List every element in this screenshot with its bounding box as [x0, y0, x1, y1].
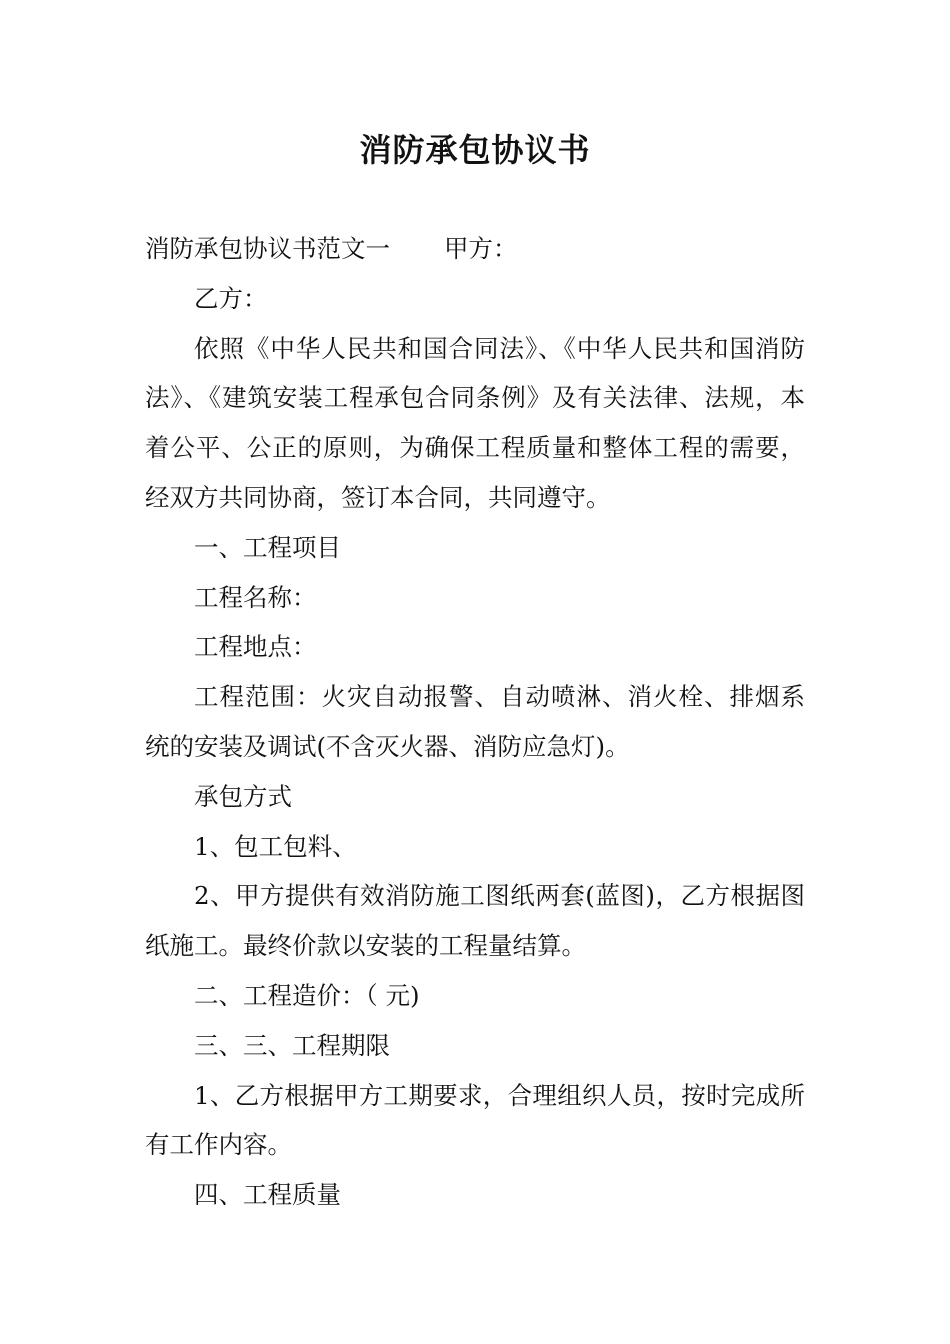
- paragraph-method-2: 2、甲方提供有效消防施工图纸两套(蓝图)，乙方根据图纸施工。最终价款以安装的工程量结算。: [145, 881, 805, 961]
- heading-duration: 三、三、工程期限: [194, 1030, 390, 1060]
- paragraph-project-location: 工程地点：: [194, 632, 317, 662]
- paragraph-duration-1: 1、乙方根据甲方工期要求，合理组织人员，按时完成所有工作内容。: [145, 1080, 805, 1160]
- paragraph-project-name: 工程名称：: [194, 582, 317, 612]
- intro-line: [145, 224, 805, 274]
- party-a-label: 甲方：: [444, 234, 518, 263]
- paragraph-project-scope: 工程范围：火灾自动报警、自动喷淋、消火栓、排烟系统的安装及调试(不含灭火器、消防应急灯)。: [145, 682, 805, 761]
- paragraph-party-b: 乙方：: [194, 283, 268, 313]
- heading-project: 一、工程项目: [194, 532, 341, 562]
- heading-contract-method: 承包方式: [194, 781, 292, 811]
- document-title: 消防承包协议书: [359, 131, 591, 169]
- heading-quality: 四、工程质量: [194, 1180, 341, 1210]
- paragraph-method-1: 1、包工包料、: [194, 831, 357, 861]
- heading-cost: 二、工程造价：（ 元): [194, 980, 420, 1010]
- paragraph-preamble: 依照《中华人民共和国合同法》、《中华人民共和国消防法》、《建筑安装工程承包合同条例》及有关法律、法规，本着公平、公正的原则，为确保工程质量和整体工程的需要，经双方共同协商，签订本合同，共同遵守。: [145, 333, 805, 512]
- doc-subtitle: 消防承包协议书范文一: [145, 234, 390, 263]
- document-body: [145, 224, 805, 1220]
